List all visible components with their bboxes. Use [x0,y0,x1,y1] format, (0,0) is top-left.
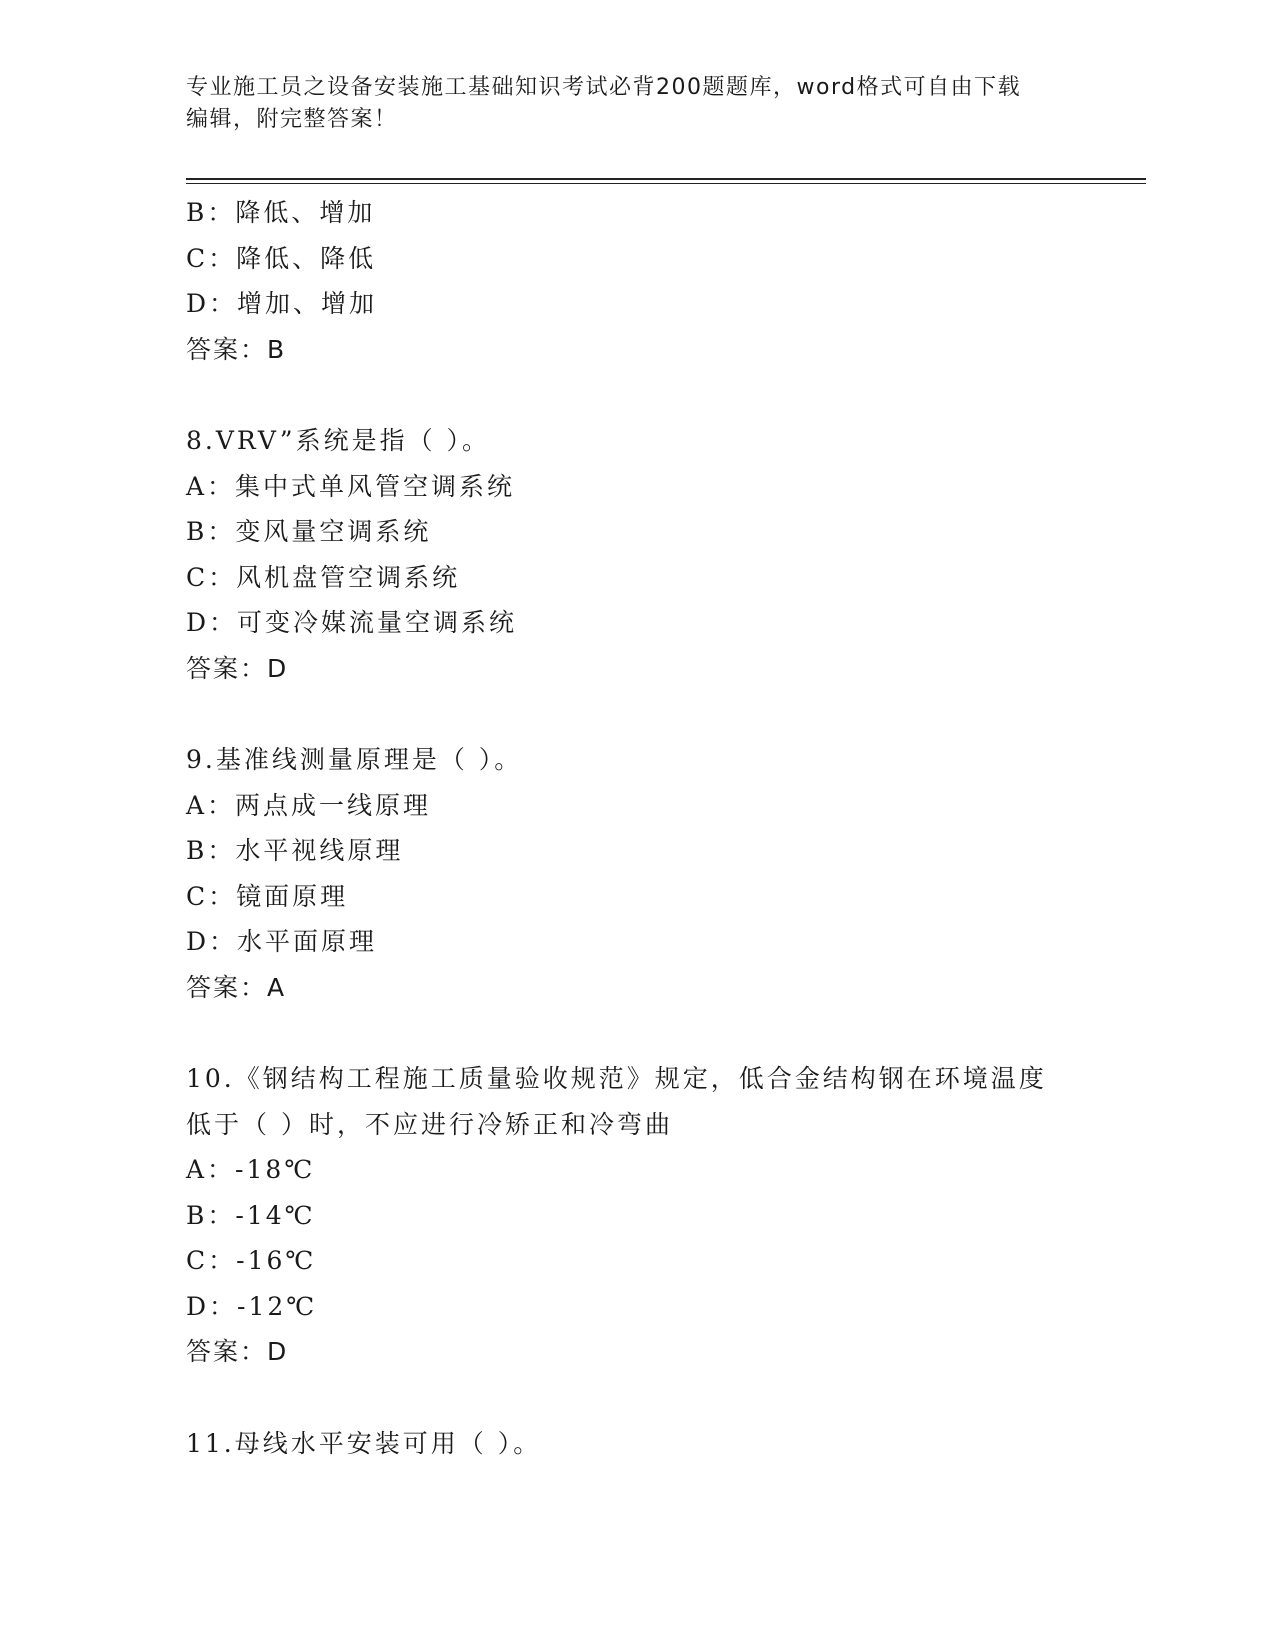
option-d: D：水平面原理 [186,927,378,956]
option-d: D：增加、增加 [186,289,378,318]
option-d: D：-12℃ [186,1291,318,1321]
question-stem: 9.基准线测量原理是（ ）。 [186,745,523,774]
option-b: B：变风量空调系统 [186,517,432,546]
question-stem-line-1: 10.《钢结构工程施工质量验收规范》规定，低合金结构钢在环境温度 [186,1064,1047,1093]
option-a: A：集中式单风管空调系统 [186,471,516,501]
answer-line: 答案：D [186,653,289,683]
header-line-1: 专业施工员之设备安装施工基础知识考试必背200题题库，word格式可自由下载 [186,75,1022,100]
question-stem-line-2: 低于（ ）时，不应进行冷矫正和冷弯曲 [186,1109,673,1139]
option-c: C：降低、降低 [186,243,377,273]
header-line-2: 编辑，附完整答案！ [186,107,398,132]
option-b: B：-14℃ [186,1200,316,1230]
option-a: A：两点成一线原理 [186,790,432,820]
question-stem: 11.母线水平安装可用（ ）。 [186,1428,542,1458]
option-c: C：风机盘管空调系统 [186,562,461,592]
header-divider-thin [186,183,1146,184]
question-11 [186,1421,1086,1467]
document-header [186,72,1086,136]
question-stem: 8.VRV”系统是指（ ）。 [186,426,491,455]
answer-line: 答案：D [186,1337,289,1366]
question-9 [186,737,1086,1010]
option-d: D：可变冷媒流量空调系统 [186,608,518,637]
answer-line: 答案：B [186,334,287,364]
option-c: C：镜面原理 [186,881,349,911]
question-list [186,190,1086,1466]
option-b: B：降低、增加 [186,198,376,227]
header-divider-thick [186,178,1146,180]
answer-line: 答案：A [186,972,287,1002]
option-b: B：水平视线原理 [186,836,404,865]
option-a: A：-18℃ [186,1155,316,1184]
question-10 [186,1056,1086,1375]
question-7-tail [186,190,1086,372]
option-c: C：-16℃ [186,1246,317,1275]
question-8 [186,418,1086,691]
